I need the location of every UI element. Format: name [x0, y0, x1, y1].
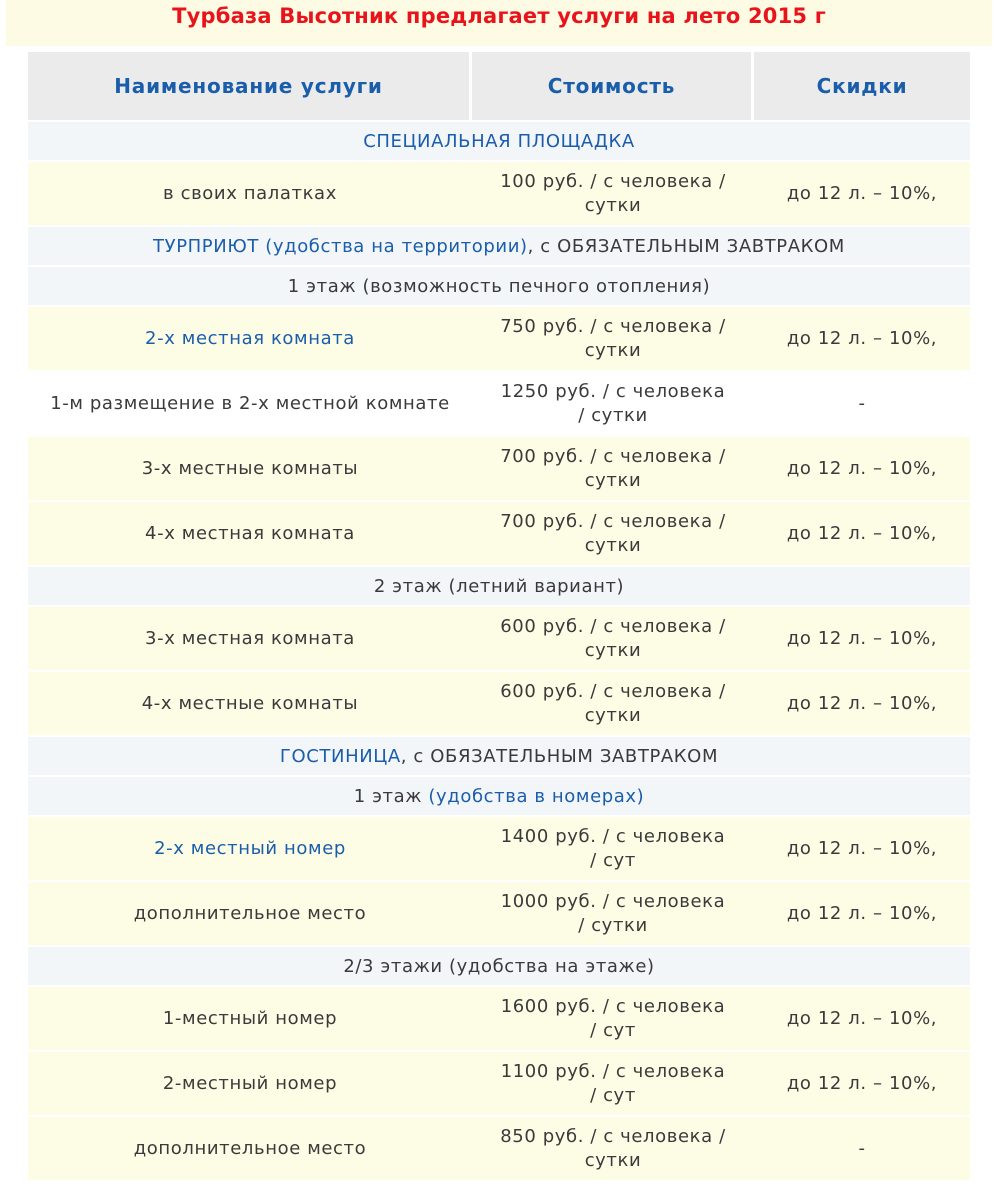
- section-title: СПЕЦИАЛЬНАЯ ПЛОЩАДКА: [363, 130, 635, 152]
- subsection-prefix: 1 этаж: [353, 785, 429, 807]
- section-row-hotel-floor23: [28, 947, 970, 985]
- table-row: [28, 987, 970, 1050]
- price-cell: 600 руб. / с человека / сутки: [472, 607, 754, 670]
- service-cell: 3-х местная комната: [28, 607, 472, 670]
- discount-cell: до 12 л. – 10%,: [754, 607, 970, 670]
- subsection-title: 2/3 этажи (удобства на этаже): [343, 955, 655, 977]
- price-cell: 750 руб. / с человека / сутки: [472, 307, 754, 370]
- table-row: [28, 882, 970, 945]
- price-cell: 1100 руб. / с человека / сут: [472, 1052, 754, 1115]
- header-discount: Скидки: [754, 52, 970, 120]
- discount-cell: до 12 л. – 10%,: [754, 437, 970, 500]
- service-cell: 4-х местная комната: [28, 502, 472, 565]
- table-row: [28, 817, 970, 880]
- discount-cell: до 12 л. – 10%,: [754, 307, 970, 370]
- price-cell: 700 руб. / с человека / сутки: [472, 437, 754, 500]
- section-row-turpriut-floor2: [28, 567, 970, 605]
- service-cell: 3-х местные комнаты: [28, 437, 472, 500]
- table-row: [28, 502, 970, 565]
- section-row-special-area: [28, 122, 970, 160]
- section-row-turpriut: [28, 227, 970, 265]
- discount-cell: -: [754, 1117, 970, 1180]
- section-row-turpriut-floor1: [28, 267, 970, 305]
- service-cell: в своих палатках: [28, 162, 472, 225]
- service-cell: дополнительное место: [28, 1117, 472, 1180]
- discount-cell: до 12 л. – 10%,: [754, 987, 970, 1050]
- price-cell: 1600 руб. / с человека / сут: [472, 987, 754, 1050]
- header-cost: Стоимость: [472, 52, 754, 120]
- discount-cell: до 12 л. – 10%,: [754, 672, 970, 735]
- discount-cell: до 12 л. – 10%,: [754, 1052, 970, 1115]
- service-cell: 2-местный номер: [28, 1052, 472, 1115]
- subsection-title: 2 этаж (летний вариант): [373, 575, 625, 597]
- service-cell: 1-местный номер: [28, 987, 472, 1050]
- subsection-title: 1 этаж (возможность печного отопления): [287, 275, 711, 297]
- price-cell: 1250 руб. / с человека / сутки: [472, 372, 754, 435]
- service-link[interactable]: 2-х местная комната: [145, 327, 355, 349]
- discount-cell: до 12 л. – 10%,: [754, 162, 970, 225]
- table-row: [28, 372, 970, 435]
- header-service: Наименование услуги: [28, 52, 472, 120]
- table-row: [28, 607, 970, 670]
- discount-cell: до 12 л. – 10%,: [754, 817, 970, 880]
- table-row: [28, 437, 970, 500]
- service-cell: дополнительное место: [28, 882, 472, 945]
- table-row: [28, 1052, 970, 1115]
- subsection-link[interactable]: (удобства в номерах): [428, 785, 645, 807]
- price-cell: 1400 руб. / с человека / сут: [472, 817, 754, 880]
- section-link[interactable]: ГОСТИНИЦА: [279, 745, 401, 767]
- price-cell: 600 руб. / с человека / сутки: [472, 672, 754, 735]
- price-cell: 700 руб. / с человека / сутки: [472, 502, 754, 565]
- table-row: [28, 1117, 970, 1180]
- service-link[interactable]: 2-х местный номер: [154, 837, 346, 859]
- section-row-hotel: [28, 737, 970, 775]
- table-header-row: [28, 52, 970, 120]
- price-cell: 1000 руб. / с человека / сутки: [472, 882, 754, 945]
- service-cell: 1-м размещение в 2-х местной комнате: [28, 372, 472, 435]
- section-suffix: , с ОБЯЗАТЕЛЬНЫМ ЗАВТРАКОМ: [400, 745, 719, 767]
- section-suffix: , с ОБЯЗАТЕЛЬНЫМ ЗАВТРАКОМ: [527, 235, 845, 257]
- price-cell: 100 руб. / с человека / сутки: [472, 162, 754, 225]
- table-row: [28, 162, 970, 225]
- discount-cell: -: [754, 372, 970, 435]
- table-row: [28, 307, 970, 370]
- services-price-table: [28, 50, 970, 1182]
- section-row-hotel-floor1: [28, 777, 970, 815]
- price-cell: 850 руб. / с человека / сутки: [472, 1117, 754, 1180]
- page-title: Турбаза Высотник предлагает услуги на лето 2015 г: [6, 0, 992, 46]
- discount-cell: до 12 л. – 10%,: [754, 502, 970, 565]
- discount-cell: до 12 л. – 10%,: [754, 882, 970, 945]
- service-cell: 4-х местные комнаты: [28, 672, 472, 735]
- section-link[interactable]: ТУРПРИЮТ (удобства на территории): [153, 235, 528, 257]
- table-row: [28, 672, 970, 735]
